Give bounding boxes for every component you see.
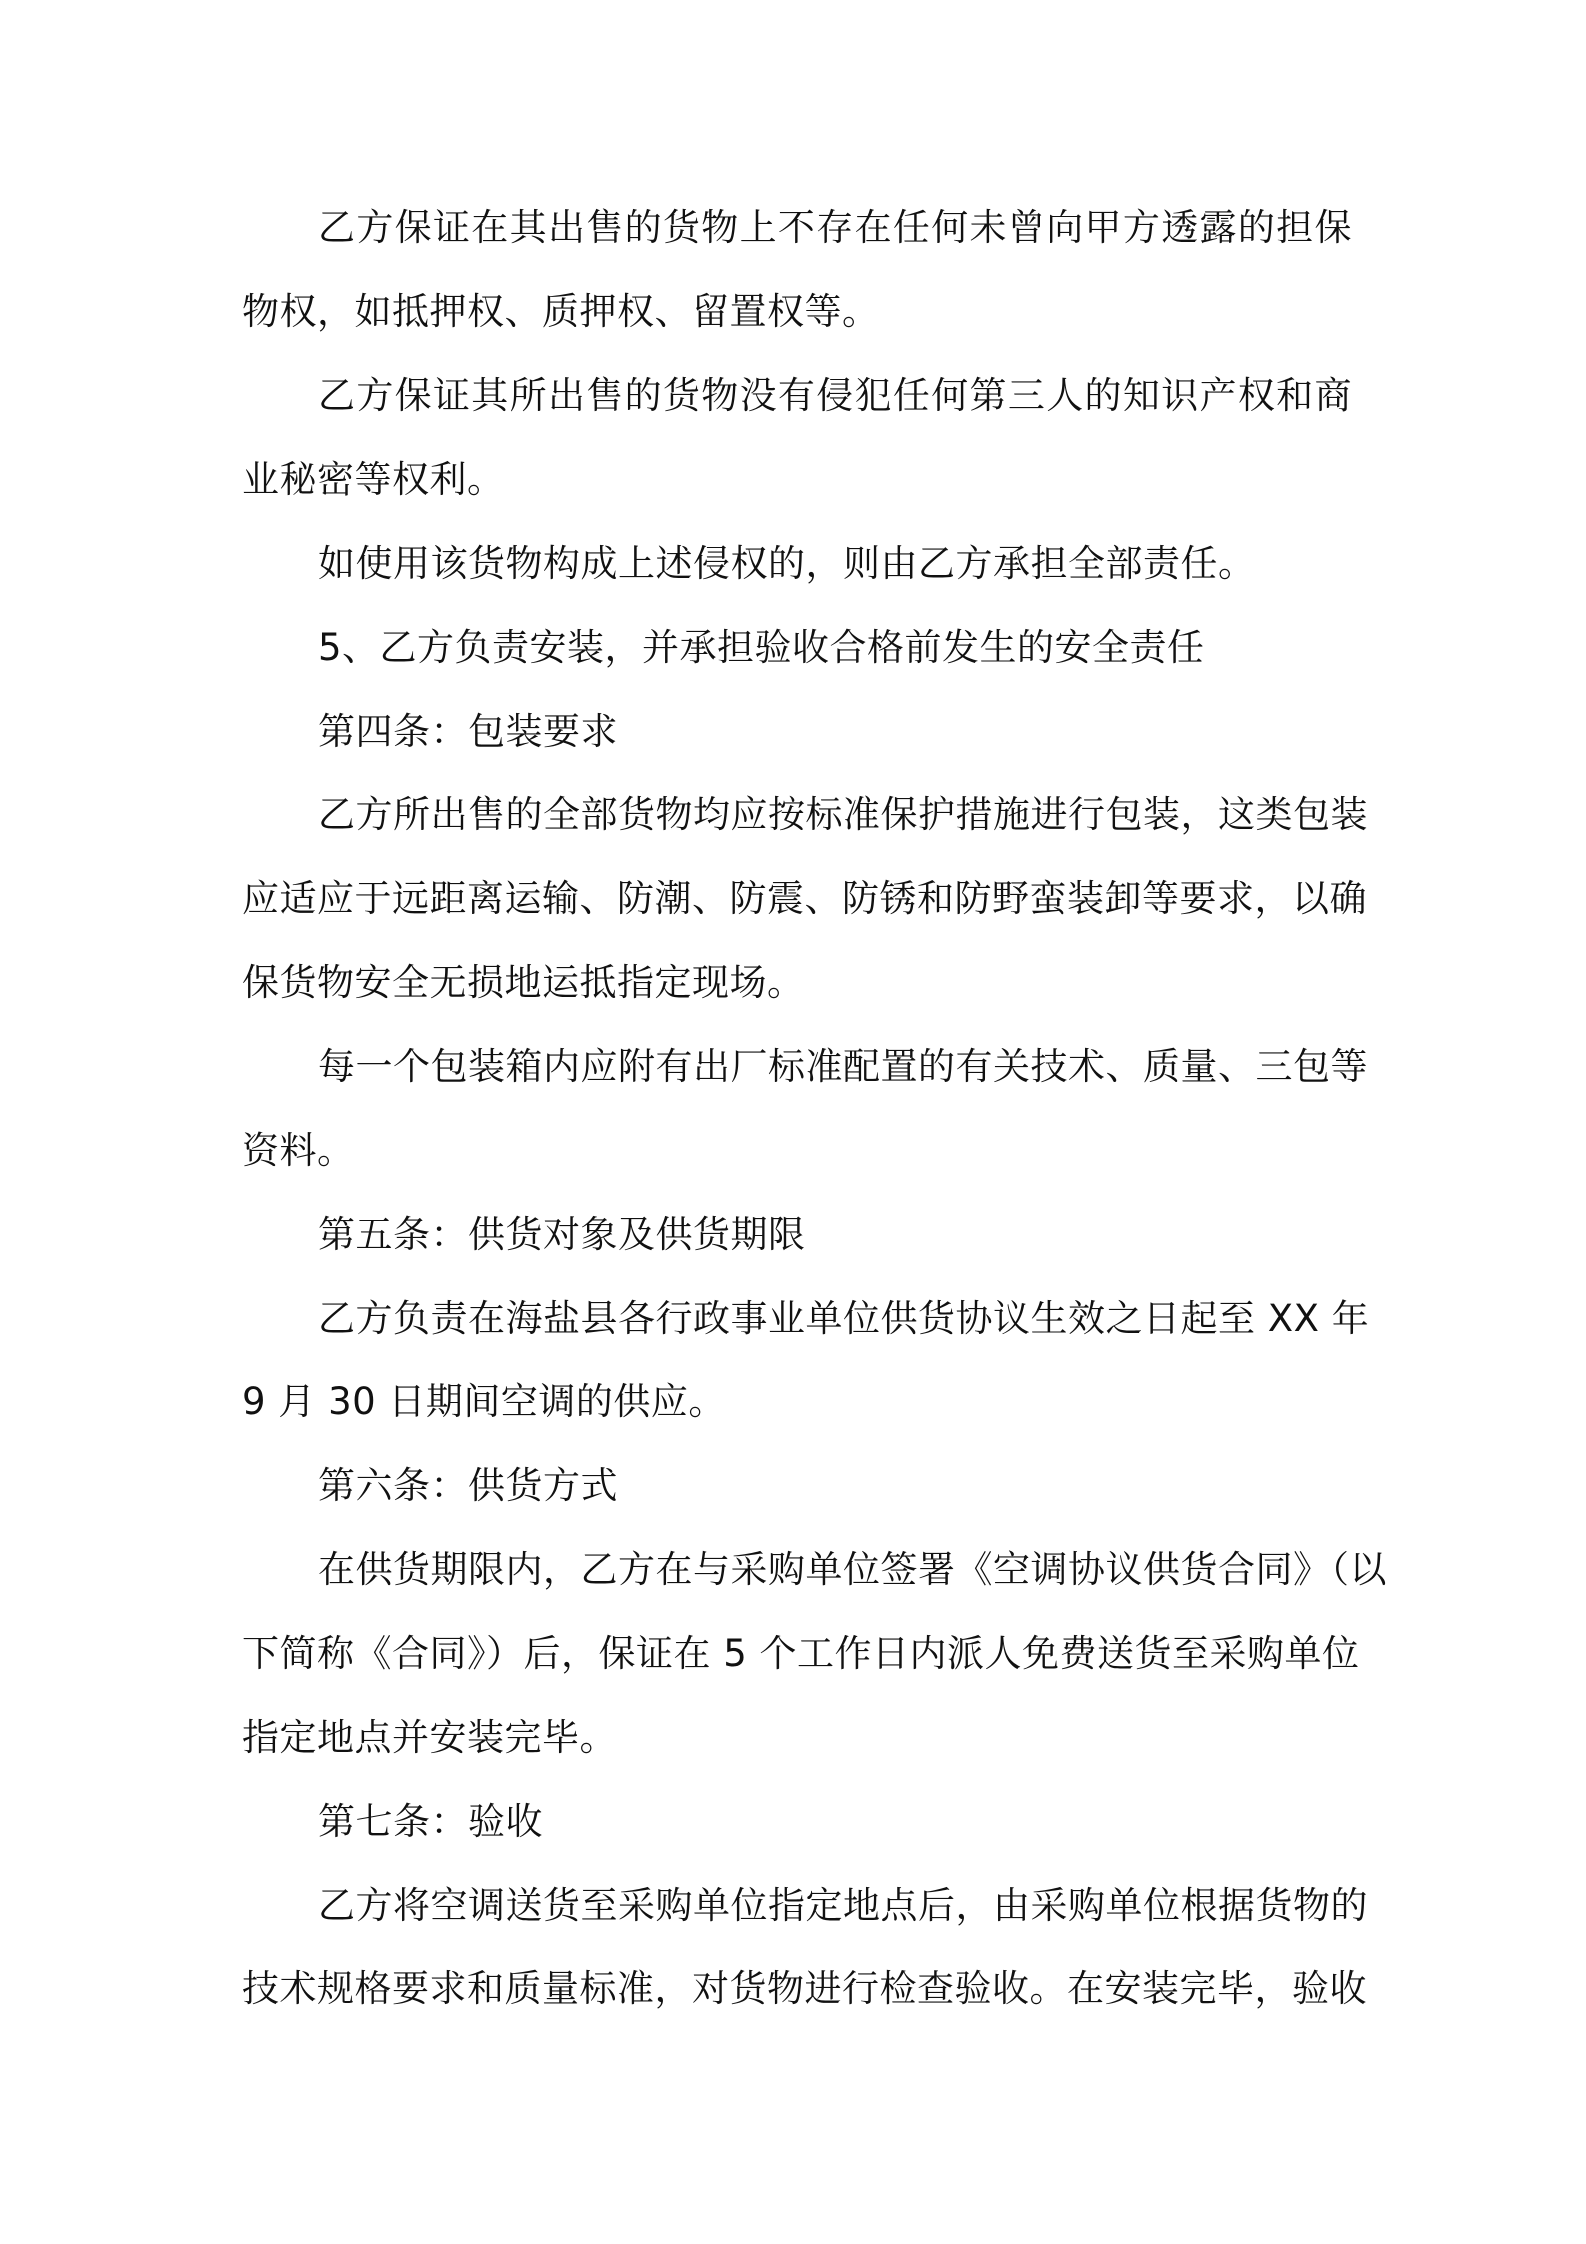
paragraph-line: 乙方所出售的全部货物均应按标准保护措施进行包装，这类包装 bbox=[318, 793, 1368, 836]
section-heading: 第四条：包装要求 bbox=[318, 710, 618, 753]
section-heading: 第六条：供货方式 bbox=[318, 1464, 618, 1507]
paragraph-line: 物权，如抵押权、质押权、留置权等。 bbox=[242, 290, 880, 333]
paragraph-line: 保货物安全无损地运抵指定现场。 bbox=[242, 961, 805, 1004]
section-heading: 第七条：验收 bbox=[318, 1800, 543, 1843]
paragraph-line: 乙方保证其所出售的货物没有侵犯任何第三人的知识产权和商 bbox=[318, 374, 1352, 417]
paragraph-line: 5、乙方负责安装，并承担验收合格前发生的安全责任 bbox=[318, 626, 1205, 669]
section-heading: 第五条：供货对象及供货期限 bbox=[318, 1213, 806, 1256]
paragraph-line: 乙方负责在海盐县各行政事业单位供货协议生效之日起至 XX 年 bbox=[318, 1297, 1370, 1340]
paragraph-line: 每一个包装箱内应附有出厂标准配置的有关技术、质量、三包等 bbox=[318, 1045, 1368, 1088]
paragraph-line: 如使用该货物构成上述侵权的，则由乙方承担全部责任。 bbox=[318, 542, 1256, 585]
paragraph-line: 在供货期限内，乙方在与采购单位签署《空调协议供货合同》（以 bbox=[318, 1548, 1387, 1591]
paragraph-line: 资料。 bbox=[242, 1129, 355, 1172]
paragraph-line: 9 月 30 日期间空调的供应。 bbox=[242, 1380, 726, 1423]
paragraph-line: 应适应于远距离运输、防潮、防震、防锈和防野蛮装卸等要求，以确 bbox=[242, 877, 1367, 920]
paragraph-line: 技术规格要求和质量标准，对货物进行检查验收。在安装完毕，验收 bbox=[242, 1967, 1367, 2010]
paragraph-line: 乙方保证在其出售的货物上不存在任何未曾向甲方透露的担保 bbox=[318, 206, 1352, 249]
paragraph-line: 业秘密等权利。 bbox=[242, 458, 505, 501]
paragraph-line: 下简称《合同》）后，保证在 5 个工作日内派人免费送货至采购单位 bbox=[242, 1632, 1360, 1675]
paragraph-line: 乙方将空调送货至采购单位指定地点后，由采购单位根据货物的 bbox=[318, 1884, 1368, 1927]
paragraph-line: 指定地点并安装完毕。 bbox=[242, 1716, 617, 1759]
